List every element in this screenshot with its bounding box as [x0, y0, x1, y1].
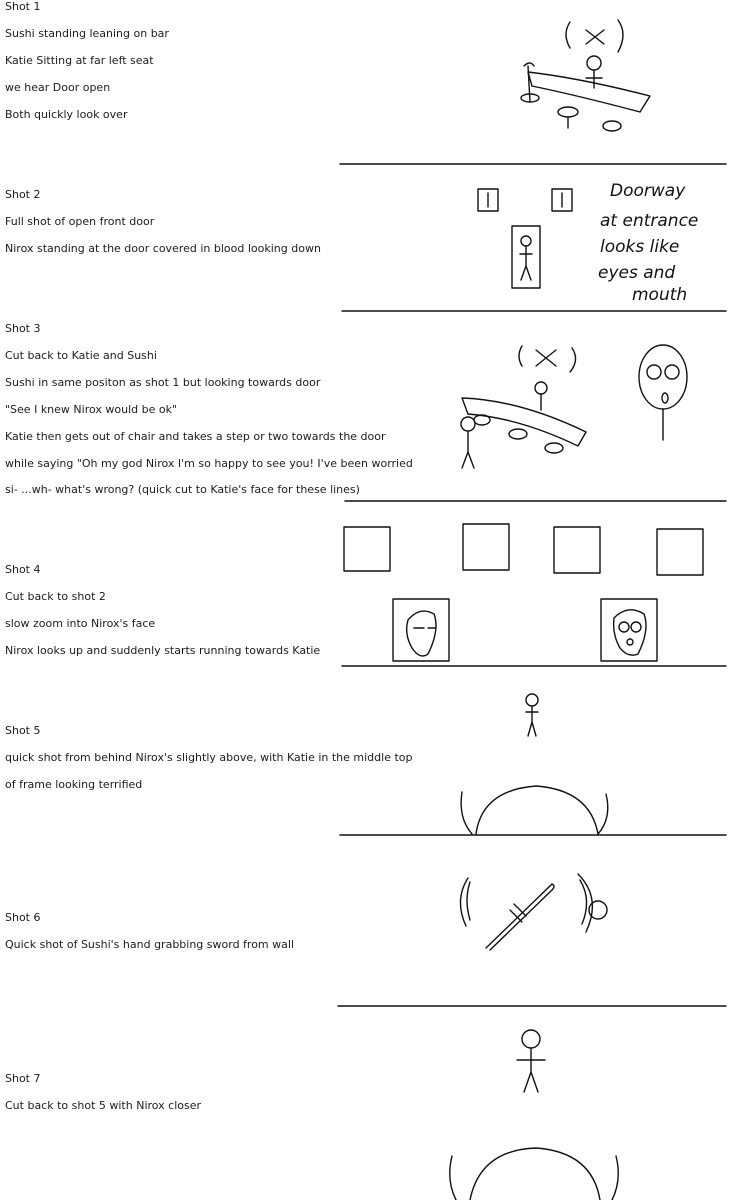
- shot-3-line-5: while saying "Oh my god Nirox I'm so happy to see you! I've been worried: [5, 457, 413, 470]
- shot-7-sketch: [450, 1030, 619, 1200]
- note-line-3: looks like: [600, 237, 680, 257]
- wall-mount-left: [519, 346, 522, 366]
- sushi-body: [586, 70, 602, 88]
- frame-4: [657, 529, 703, 575]
- shot-4-sketch: [344, 524, 703, 661]
- wall-mount-left: [566, 22, 570, 48]
- nirox-face-up: [614, 610, 646, 655]
- shot-1-line-4: Both quickly look over: [5, 108, 128, 121]
- katie-eye-left: [647, 365, 661, 379]
- shot-1-line-2: Katie Sitting at far left seat: [5, 54, 154, 67]
- katie-face: [639, 345, 687, 409]
- nirox-head-back: [470, 1148, 600, 1200]
- shot-3-line-3: "See I knew Nirox would be ok": [5, 403, 178, 416]
- katie-head: [461, 417, 475, 431]
- katie-figure: [524, 63, 534, 102]
- shot-4-line-2: slow zoom into Nirox's face: [5, 617, 156, 630]
- note-line-5: mouth: [632, 285, 688, 305]
- shot-4-line-3: Nirox looks up and suddenly starts running towards Katie: [5, 644, 321, 657]
- shot-1-line-1: Sushi standing leaning on bar: [5, 27, 169, 40]
- frame-1: [344, 527, 390, 571]
- nirox-shoulder-right: [612, 1156, 618, 1200]
- shot-2-title: Shot 2: [5, 188, 41, 201]
- shot-3-line-2: Sushi in same positon as shot 1 but looking towards door: [5, 376, 321, 389]
- frame-3: [554, 527, 600, 573]
- shot-5-sketch: [461, 694, 608, 834]
- shot-7-line-1: Cut back to shot 5 with Nirox closer: [5, 1099, 202, 1112]
- frame-2: [463, 524, 509, 570]
- shot-6-sketch: [460, 874, 607, 950]
- sushi-head: [535, 382, 547, 394]
- katie-body: [517, 1048, 545, 1092]
- katie-body: [526, 706, 538, 736]
- nirox-face-frame-1: [393, 599, 449, 661]
- nirox-eye-right: [631, 622, 641, 632]
- shot-4-line-1: Cut back to shot 2: [5, 590, 106, 603]
- shot-2-line-2: Nirox standing at the door covered in blood looking down: [5, 242, 321, 255]
- sushi-head: [587, 56, 601, 70]
- nirox-body: [520, 246, 532, 280]
- sword-guard: [510, 904, 526, 922]
- katie-head: [522, 1030, 540, 1048]
- sword-blade: [486, 884, 554, 950]
- shot-3-line-4: Katie then gets out of chair and takes a step or two towards the door: [5, 430, 386, 443]
- stool-2: [509, 429, 527, 439]
- bar-stool-2: [558, 107, 578, 117]
- katie-body: [462, 431, 474, 468]
- katie-mouth: [662, 393, 668, 403]
- note-line-4: eyes and: [598, 263, 676, 283]
- nirox-shoulder-left: [450, 1156, 456, 1200]
- shot-1-line-3: we hear Door open: [5, 81, 111, 94]
- shot-3-line-1: Cut back to Katie and Sushi: [5, 349, 157, 362]
- nirox-head: [521, 236, 531, 246]
- shot-2-line-1: Full shot of open front door: [5, 215, 155, 228]
- nirox-face-down: [407, 611, 436, 656]
- wall-mount-right: [578, 874, 592, 932]
- wall-mount-right: [570, 348, 576, 372]
- shot-3-title: Shot 3: [5, 322, 41, 335]
- shot-6-line-1: Quick shot of Sushi's hand grabbing sword from wall: [5, 938, 294, 951]
- shot-6-title: Shot 6: [5, 911, 41, 924]
- shot-7-title: Shot 7: [5, 1072, 41, 1085]
- shot-4-title: Shot 4: [5, 563, 41, 576]
- nirox-shoulder-right: [598, 794, 608, 834]
- wall-mount-left: [460, 878, 470, 926]
- bar-stool-3: [603, 121, 621, 131]
- shot-3-sketch: [461, 345, 687, 468]
- stool-1: [474, 415, 490, 425]
- stool-3: [545, 443, 563, 453]
- shot-5-line-2: of frame looking terrified: [5, 778, 143, 791]
- shot-1-sketch: [521, 20, 650, 131]
- shot-5-line-1: quick shot from behind Nirox's slightly above, with Katie in the middle top: [5, 751, 413, 764]
- nirox-head-back: [476, 786, 598, 834]
- shot-2-sketch: [478, 181, 698, 305]
- katie-head: [526, 694, 538, 706]
- shot-5-title: Shot 5: [5, 724, 41, 737]
- wall-mount-right: [618, 20, 623, 52]
- shot-1-title: Shot 1: [5, 0, 41, 13]
- bar-counter: [462, 398, 586, 446]
- nirox-shoulder-left: [461, 792, 472, 834]
- nirox-eye-left: [619, 622, 629, 632]
- nirox-face-frame-2: [601, 599, 657, 661]
- nirox-mouth: [627, 639, 633, 645]
- crossed-swords: [586, 30, 604, 44]
- crossed-swords: [536, 350, 556, 366]
- note-line-1: Doorway: [610, 181, 686, 201]
- katie-eye-right: [665, 365, 679, 379]
- shot-3-line-6: si- ...wh- what's wrong? (quick cut to Katie's face for these lines): [5, 483, 360, 496]
- note-line-2: at entrance: [600, 211, 699, 231]
